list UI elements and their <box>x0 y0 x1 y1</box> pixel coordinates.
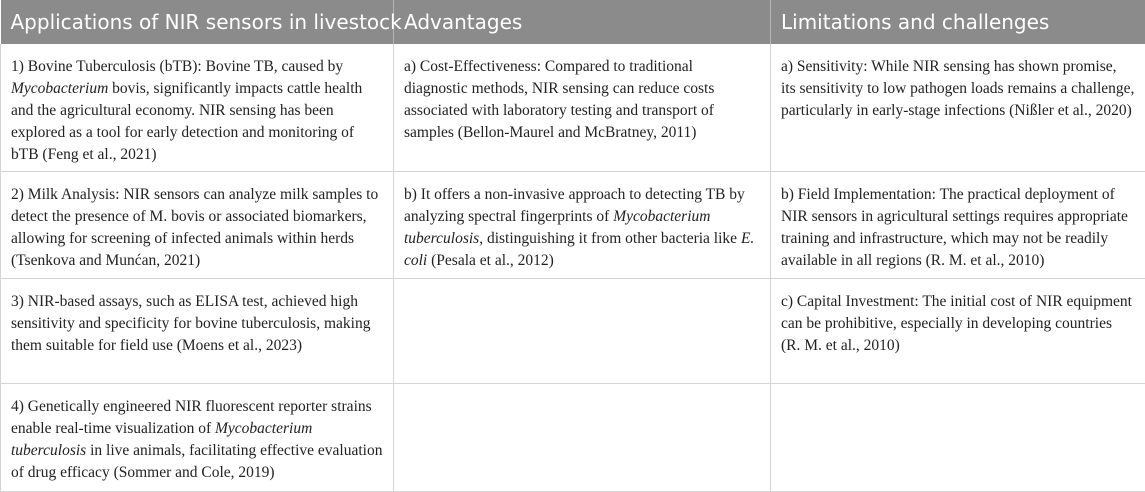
text-run: b) Field Implementation: The practical deployment of NIR sensors in agricultural settings requires appropriate training and infrastructure, which may not be readily available in all regions (R. M. et al., 2010) <box>781 186 1128 270</box>
application-cell <box>1 44 394 172</box>
advantage-cell <box>394 384 771 492</box>
text-run: 4) Genetically engineered NIR fluorescent reporter strains enable real-time visualization of <box>11 398 372 438</box>
text-run: (Pesala et al., 2012) <box>427 252 554 270</box>
limitation-cell <box>771 384 1145 492</box>
advantage-cell <box>394 172 771 279</box>
text-run: 2) Milk Analysis: NIR sensors can analyze milk samples to detect the presence of M. bovis or associated biomarkers, allowing for screening of infected animals within herds (Tsenkova and Munćan, 2021) <box>11 186 379 270</box>
table-row <box>1 278 1145 383</box>
italic-text-run: Mycobacterium tuberculosis <box>11 420 313 460</box>
table-row <box>1 172 1145 279</box>
italic-text-run: Mycobacterium tuberculosis <box>404 208 711 248</box>
limitation-cell <box>771 44 1145 172</box>
table-body <box>1 44 1145 492</box>
header-row <box>1 0 1145 44</box>
header-advantages: Advantages <box>394 0 771 44</box>
table-header <box>1 0 1145 44</box>
italic-text-run: E. coli <box>404 230 755 270</box>
application-cell <box>1 172 394 279</box>
text-run: 1) Bovine Tuberculosis (bTB): Bovine TB, caused by <box>11 58 344 75</box>
text-run: b) It offers a non-invasive approach to detecting TB by analyzing spectral fingerprints of <box>404 186 745 226</box>
italic-text-run: Mycobacterium <box>11 80 109 97</box>
text-run: 3) NIR-based assays, such as ELISA test, achieved high sensitivity and specificity for bovine tuberculosis, making them suitable for field use (Moens et al., 2023) <box>11 292 371 354</box>
table-row <box>1 44 1145 172</box>
application-cell <box>1 384 394 492</box>
advantage-cell <box>394 278 771 383</box>
text-run: , distinguishing it from other bacteria like <box>479 230 741 248</box>
text-run: a) Cost-Effectiveness: Compared to traditional diagnostic methods, NIR sensing can reduce costs associated with laboratory testing and transport of samples (Bellon-Maurel and McBratney, 2011) <box>404 58 715 141</box>
limitation-cell <box>771 172 1145 279</box>
header-limitations: Limitations and challenges <box>771 0 1145 44</box>
application-cell <box>1 278 394 383</box>
text-run: c) Capital Investment: The initial cost of NIR equipment can be prohibitive, especially in developing countries (R. M. et al., 2010) <box>781 292 1132 354</box>
text-run: a) Sensitivity: While NIR sensing has shown promise, its sensitivity to low pathogen loads remains a challenge, particularly in early-stage infections (Nißler et al., 2020) <box>781 58 1135 119</box>
text-run: in live animals, facilitating effective evaluation of drug efficacy (Sommer and Cole, 2019) <box>11 442 383 482</box>
text-run: bovis, significantly impacts cattle health and the agricultural economy. NIR sensing has been explored as a tool for early detection and monitoring of bTB (Feng et al., 2021) <box>11 80 363 163</box>
header-applications: Applications of NIR sensors in livestock <box>1 0 394 44</box>
limitation-cell <box>771 278 1145 383</box>
table-row <box>1 384 1145 492</box>
advantage-cell <box>394 44 771 172</box>
